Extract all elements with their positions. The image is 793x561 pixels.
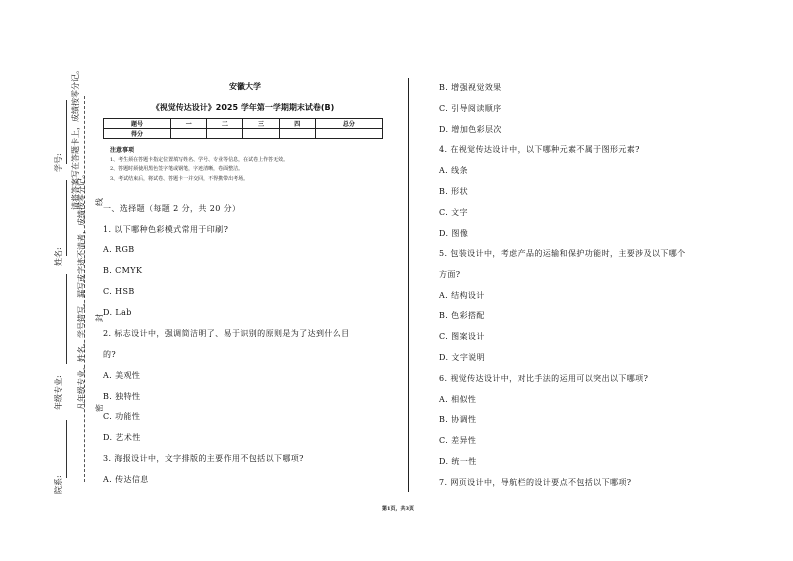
school-name: 安徽大学 xyxy=(229,82,261,91)
school-label: 院系: xyxy=(54,475,63,494)
score-cell xyxy=(279,129,315,139)
question-1: 1. 以下哪种色彩模式常用于印刷? xyxy=(103,225,229,234)
option: A. 美观性 xyxy=(103,371,141,380)
seal-mark-mid: 封 xyxy=(95,314,104,322)
option: A. 相似性 xyxy=(439,395,477,404)
score-cell xyxy=(207,129,243,139)
score-table-head-row xyxy=(104,119,383,129)
question-2-cont: 的? xyxy=(103,350,117,359)
score-cell xyxy=(315,129,382,139)
score-head-cell: 二 xyxy=(207,119,243,129)
option: D. 图像 xyxy=(439,229,469,238)
question-5-cont: 方面? xyxy=(439,270,461,279)
binding-warning-2: 凡年级专业、姓名、学号错写、漏写或字迹不清者，成绩按零分记。 xyxy=(77,170,86,410)
exam-title: 《视觉传达设计》2025 学年第一学期期末试卷(B) xyxy=(151,103,335,112)
score-head-cell: 题号 xyxy=(104,119,171,129)
option: B. 形状 xyxy=(439,187,468,196)
option: C. HSB xyxy=(103,287,135,296)
option: C. 引导阅读顺序 xyxy=(439,104,502,113)
score-head-cell: 总分 xyxy=(315,119,382,129)
question-4: 4. 在视觉传达设计中，以下哪种元素不属于图形元素? xyxy=(439,145,640,154)
option: A. RGB xyxy=(103,245,135,254)
option: C. 功能性 xyxy=(103,412,141,421)
option: B. CMYK xyxy=(103,266,143,275)
option: B. 色彩搭配 xyxy=(439,311,485,320)
option: C. 差异性 xyxy=(439,436,477,445)
seal-mark-bot: 密 xyxy=(95,404,104,412)
question-7: 7. 网页设计中，导航栏的设计要点不包括以下哪项? xyxy=(439,478,632,487)
notice-item: 2、答题时须使用黑色签字笔或钢笔，字迹清晰，卷面整洁。 xyxy=(110,166,244,172)
section-heading: 一、选择题（每题 2 分，共 20 分） xyxy=(103,204,241,213)
option: D. 艺术性 xyxy=(103,433,141,442)
question-5: 5. 包装设计中，考虑产品的运输和保护功能时，主要涉及以下哪个 xyxy=(439,249,686,258)
notice-item: 1、考生须在答题卡指定位置填写姓名、学号、专业等信息，在试卷上作答无效。 xyxy=(110,156,289,163)
name-underline xyxy=(66,180,67,256)
option: C. 图案设计 xyxy=(439,332,485,341)
option: B. 协调性 xyxy=(439,415,477,424)
option: A. 结构设计 xyxy=(439,291,485,300)
notice-block xyxy=(110,146,400,184)
option: D. 统一性 xyxy=(439,457,477,466)
question-3: 3. 海报设计中，文字排版的主要作用不包括以下哪项? xyxy=(103,454,304,463)
score-table-score-row xyxy=(104,129,383,139)
option: A. 传达信息 xyxy=(103,475,149,484)
option: D. 增加色彩层次 xyxy=(439,125,502,134)
seal-mark-top: 线 xyxy=(95,198,104,206)
score-head-cell: 四 xyxy=(279,119,315,129)
major-label: 年级专业: xyxy=(54,375,63,410)
score-table xyxy=(103,118,383,139)
student-no-underline xyxy=(66,100,67,164)
option: B. 独特性 xyxy=(103,392,141,401)
option: D. 文字说明 xyxy=(439,353,486,362)
option: B. 增强视觉效果 xyxy=(439,83,502,92)
option: A. 线条 xyxy=(439,166,468,175)
major-underline xyxy=(66,274,67,364)
question-6: 6. 视觉传达设计中，对比手法的运用可以突出以下哪项? xyxy=(439,374,649,383)
notice-heading: 注意事项 xyxy=(110,147,135,154)
notice-item: 3、考试结束后，将试卷、答题卡一并交回，不得携带出考场。 xyxy=(110,175,249,182)
name-label: 姓名: xyxy=(54,247,63,266)
option: C. 文字 xyxy=(439,208,468,217)
page-number: 第1页，共3页 xyxy=(382,506,414,512)
score-cell xyxy=(171,129,207,139)
column-divider xyxy=(408,78,409,492)
school-underline xyxy=(66,420,67,478)
binding-warning-1: 请将答案写在答题卡上，成绩按零分记。 xyxy=(71,66,80,210)
score-row-label: 得分 xyxy=(104,129,171,139)
option: D. Lab xyxy=(103,308,132,317)
score-head-cell: 一 xyxy=(171,119,207,129)
score-cell xyxy=(243,129,279,139)
question-2: 2. 标志设计中，强调简洁明了、易于识别的原则是为了达到什么目 xyxy=(103,329,350,338)
student-no-label: 学号: xyxy=(54,153,63,172)
score-head-cell: 三 xyxy=(243,119,279,129)
